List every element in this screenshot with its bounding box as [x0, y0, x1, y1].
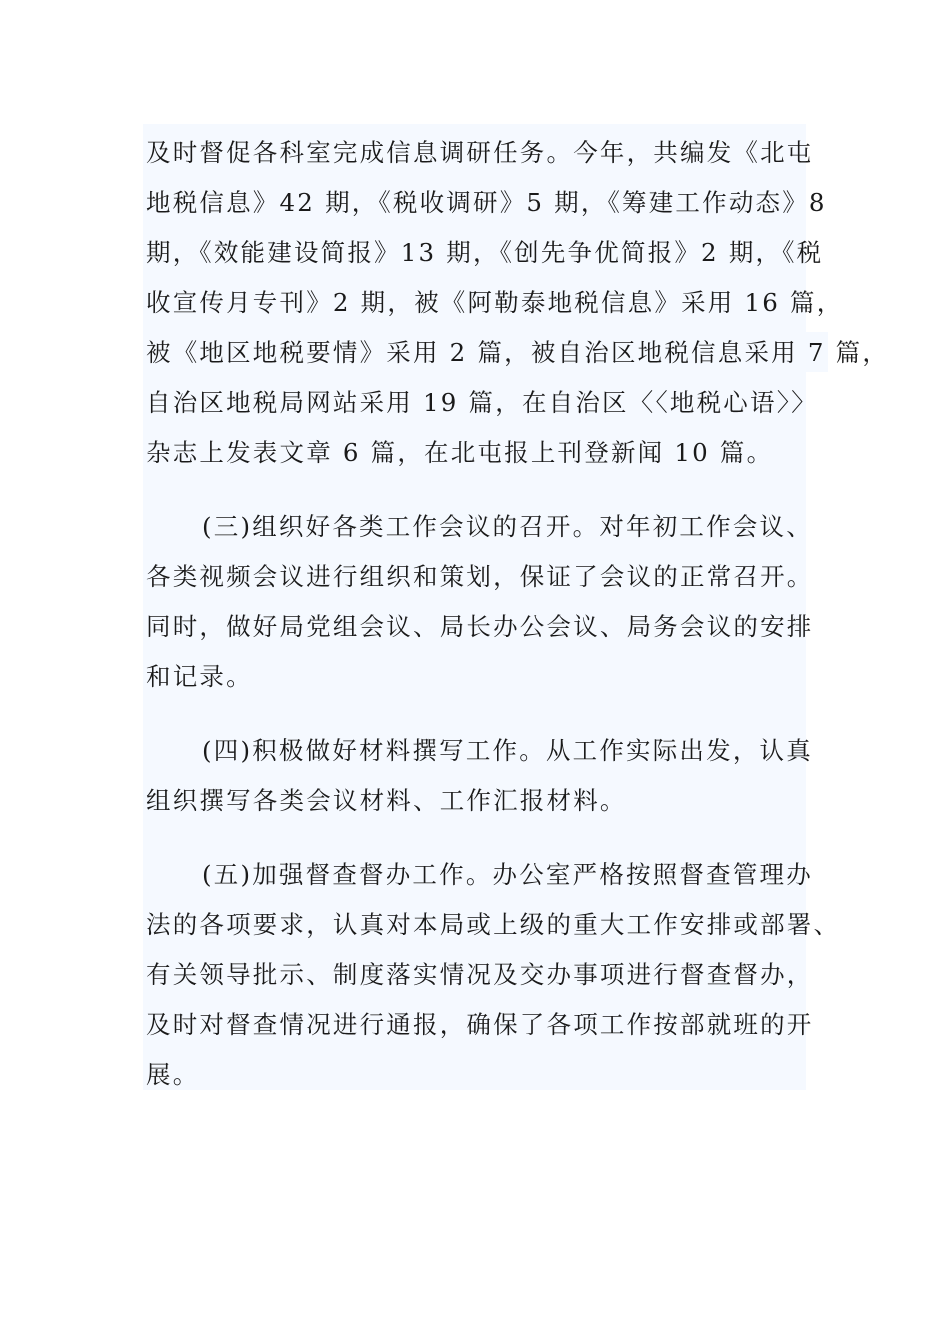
paragraph-4-line-3: 有关领导批示、制度落实情况及交办事项进行督查督办， [146, 960, 814, 989]
paragraph-1-line-4: 收宣传月专刊》2 期，被《阿勒泰地税信息》采用 16 篇， [146, 288, 844, 317]
paragraph-gap [146, 702, 846, 726]
paragraph-1-line-3: 期，《效能建设简报》13 期，《创先争优简报》2 期，《税 [146, 238, 824, 267]
paragraph-3-line-2: 组织撰写各类会议材料、工作汇报材料。 [146, 786, 627, 815]
paragraph-4-line-1: (五)加强督查督办工作。办公室严格按照督查管理办 [202, 860, 813, 889]
paragraph-1-line-2: 地税信息》42 期，《税收调研》5 期，《筹建工作动态》8 [146, 188, 827, 217]
paragraph-1-line-7: 杂志上发表文章 6 篇，在北屯报上刊登新闻 10 篇。 [146, 438, 774, 467]
document-body [143, 124, 890, 1090]
paragraph-gap [146, 478, 846, 502]
paragraph-gap [146, 826, 846, 850]
paragraph-2-line-1: (三)组织好各类工作会议的召开。对年初工作会议、 [202, 512, 813, 541]
paragraph-2-line-4: 和记录。 [146, 662, 253, 691]
paragraph-1-line-1: 及时督促各科室完成信息调研任务。今年，共编发《北屯 [146, 138, 814, 167]
paragraph-2-line-3: 同时，做好局党组会议、局长办公会议、局务会议的安排 [146, 612, 814, 641]
paragraph-4-line-4: 及时对督查情况进行通报，确保了各项工作按部就班的开 [146, 1010, 814, 1039]
text-lines [146, 128, 890, 1100]
paragraph-2-line-2: 各类视频会议进行组织和策划，保证了会议的正常召开。 [146, 562, 814, 591]
paragraph-4-line-2: 法的各项要求，认真对本局或上级的重大工作安排或部署、 [146, 910, 841, 939]
paragraph-4-line-5: 展。 [146, 1060, 200, 1089]
paragraph-3-line-1: (四)积极做好材料撰写工作。从工作实际出发，认真 [202, 736, 813, 765]
paragraph-1-line-5: 被《地区地税要情》采用 2 篇，被自治区地税信息采用 7 篇， [146, 338, 890, 367]
paragraph-1-line-6: 自治区地税局网站采用 19 篇，在自治区〈〈地税心语〉〉 [146, 388, 818, 417]
